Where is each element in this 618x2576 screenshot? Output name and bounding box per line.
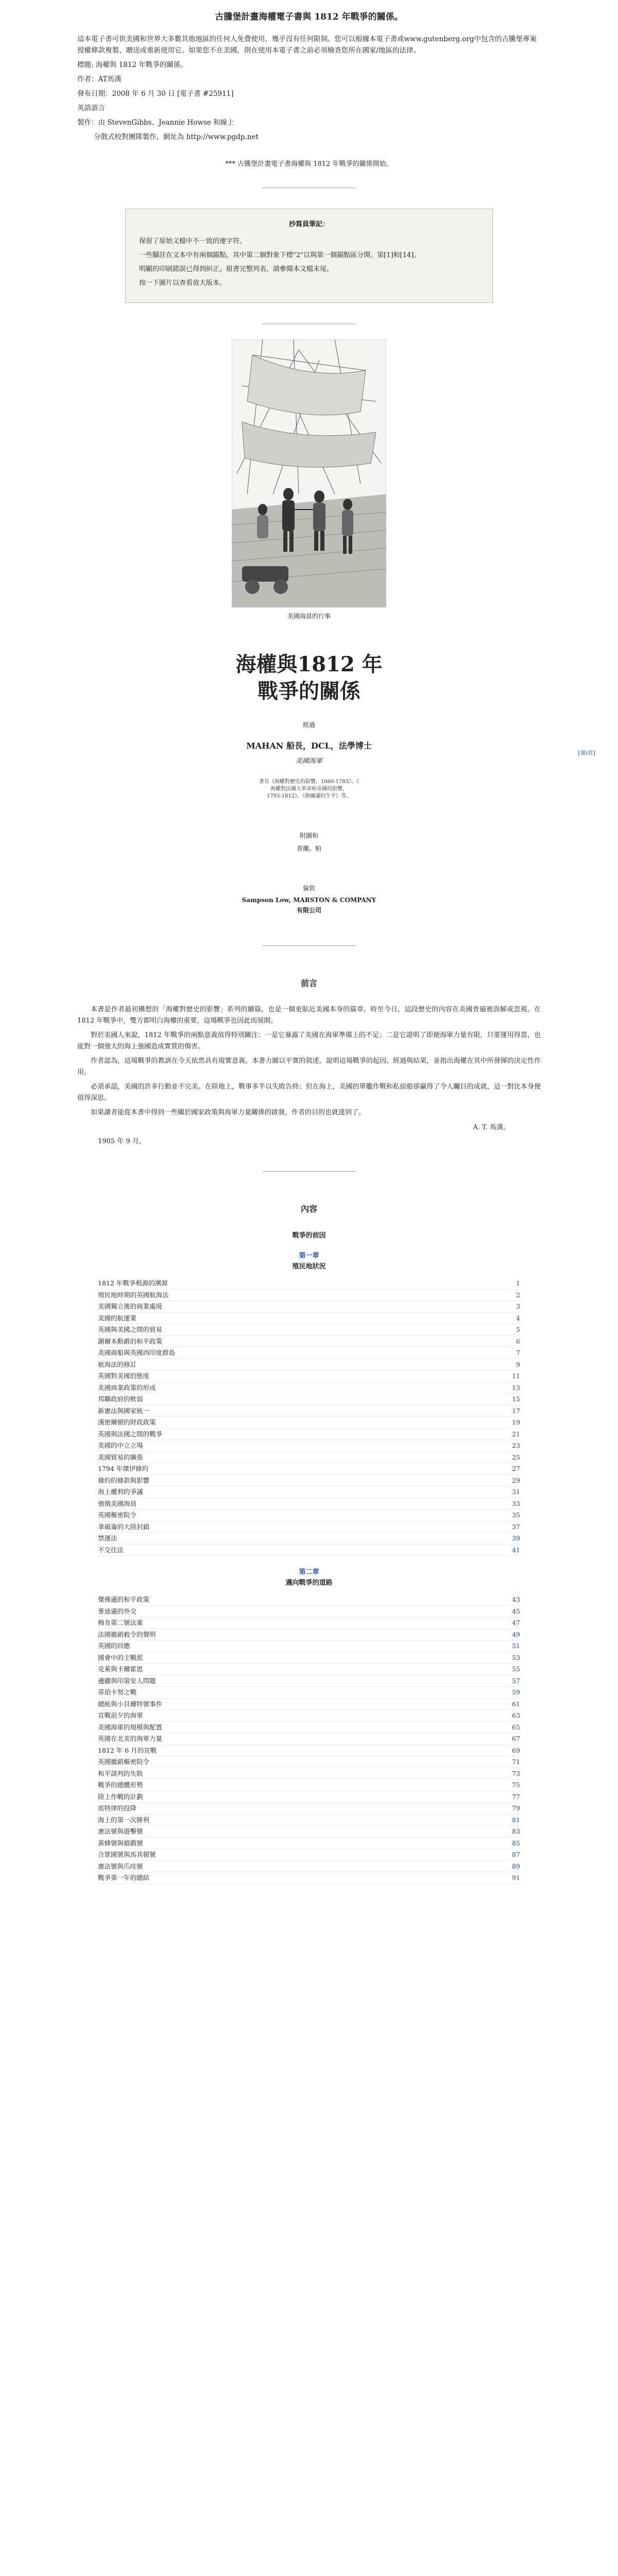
toc-entry[interactable]: [98, 1336, 520, 1348]
toc-entry[interactable]: [98, 1652, 520, 1664]
toc-entry[interactable]: [98, 1733, 520, 1745]
toc-entry[interactable]: [98, 1803, 520, 1815]
toc-entry-page-link[interactable]: 67: [512, 1735, 520, 1742]
toc-entry-title: 謝爾本勳爵的和平政策: [98, 1337, 163, 1345]
preface-paragraph: 如果讀者能從本書中得到一些關於國家政策與海軍力量關係的啟發，作者的目的也就達到了。: [91, 1109, 366, 1116]
toc-entry[interactable]: [98, 1826, 520, 1838]
toc-entry-page-link[interactable]: 53: [512, 1653, 520, 1662]
toc-entry[interactable]: [98, 1629, 520, 1641]
toc-entry[interactable]: [98, 1278, 520, 1290]
toc-entry-title: 1812 年 6 月的宣戰: [98, 1746, 157, 1754]
toc-entry[interactable]: [98, 1664, 520, 1675]
toc-entry-page-link[interactable]: 1: [516, 1279, 520, 1287]
toc-entry-title: 美國獨立後的商業處境: [98, 1302, 163, 1310]
toc-entry-title: 蒂珀卡努之戰: [98, 1688, 137, 1696]
toc-entry-page-link[interactable]: 5: [516, 1326, 520, 1333]
toc-entry-page-link[interactable]: 6: [516, 1337, 520, 1345]
toc-entry-title: 英國在北美的海軍力量: [98, 1735, 163, 1742]
toc-entry[interactable]: [98, 1838, 520, 1850]
toc-entry[interactable]: [98, 1382, 520, 1394]
toc-entry-title: 航海法的修訂: [98, 1360, 137, 1368]
toc-entry-title: 美國貿易的擴張: [98, 1453, 143, 1461]
toc-entry-page-link[interactable]: 29: [512, 1476, 520, 1484]
toc-entry-title: 國會中的主戰派: [98, 1653, 143, 1662]
divider: [263, 945, 355, 946]
credits-line-2: 分散式校對團隊製作，網址為 http://www.pgdp.net: [94, 133, 259, 141]
book-title-line-2: 戰爭的關係: [258, 679, 360, 703]
toc-entry-title: 宣戰前夕的海軍: [98, 1711, 143, 1719]
page-number-marker[interactable]: [第i頁]: [578, 750, 595, 756]
toc-entry-page-link[interactable]: 19: [512, 1418, 520, 1426]
toc-entry[interactable]: [98, 1347, 520, 1359]
preface-paragraph: 必須承認，美國的許多行動並不完美。在陸地上，戰事多半以失敗告終；但在海上，美國的單艦作戰和私掠船卻贏得了令人矚目的成就，這一對比本身便值得深思。: [77, 1083, 541, 1102]
toc-part-1-title: 殖民地狀況: [292, 1263, 326, 1270]
toc-entry[interactable]: [98, 1640, 520, 1652]
toc-entry-page-link[interactable]: 65: [512, 1723, 520, 1731]
toc-entry-page-link[interactable]: 33: [512, 1499, 520, 1507]
title-line: 標題: 海權與 1812 年戰爭的關係。: [77, 61, 187, 69]
other-works-2: 海權對法國大革命和帝國的影響，: [270, 786, 348, 792]
toc-entry-page-link[interactable]: 41: [512, 1546, 520, 1554]
toc-entry-page-link[interactable]: 55: [512, 1665, 520, 1673]
toc-entry[interactable]: [98, 1545, 520, 1556]
divider: [263, 1171, 355, 1172]
toc-entry[interactable]: [98, 1768, 520, 1780]
toc-entry-page-link[interactable]: 87: [512, 1851, 520, 1858]
toc-entry-page-link[interactable]: 23: [512, 1442, 520, 1449]
toc-entry-page-link[interactable]: 83: [512, 1827, 520, 1835]
toc-entry-page-link[interactable]: 3: [516, 1302, 520, 1310]
toc-entry[interactable]: [98, 1301, 520, 1313]
toc-entry-page-link[interactable]: 9: [516, 1360, 520, 1368]
toc-list-part-1: [98, 1278, 520, 1556]
toc-entry-title: 殖民地時期的英國航海法: [98, 1291, 169, 1299]
toc-entry-title: 梅肯第二號法案: [98, 1619, 143, 1626]
toc-entry-page-link[interactable]: 39: [512, 1534, 520, 1542]
author-line: 作者：AT馬漢: [77, 75, 122, 83]
toc-part-2-label[interactable]: 第二章: [299, 1568, 319, 1576]
toc-entry-title: 法國撤銷敕令的聲明: [98, 1630, 156, 1638]
toc-entry-page-link[interactable]: 69: [512, 1746, 520, 1754]
page-title: 古騰堡計畫海權電子書與 1812 年戰爭的關係。: [215, 12, 403, 22]
toc-entry-title: 和平談判的失敗: [98, 1769, 143, 1777]
toc-entry[interactable]: [98, 1370, 520, 1382]
preface-heading: 前言: [300, 978, 317, 988]
toc-entry-title: 傑佛遜的和平政策: [98, 1596, 150, 1603]
author-name: MAHAN 船長，DCL，法學博士: [246, 741, 372, 751]
toc-entry[interactable]: [98, 1617, 520, 1629]
note-title: 抄寫員筆記：: [288, 221, 329, 228]
toc-entry-title: 美國商業政策的形成: [98, 1383, 156, 1392]
language-line: 英語語言: [77, 104, 105, 112]
frontispiece-caption: 美國海員的行事: [287, 613, 331, 620]
toc-entry-page-link[interactable]: 17: [512, 1406, 520, 1415]
toc-entry[interactable]: [98, 1521, 520, 1533]
note-p3: 明顯的印刷錯誤已得到糾正。組書完整列表，請參閱本文檔末尾。: [139, 265, 334, 273]
toc-entry-title: 漢密爾頓的財政政策: [98, 1418, 156, 1426]
toc-entry[interactable]: [98, 1463, 520, 1475]
book-title-line-1: 海權與1812 年: [235, 652, 383, 676]
toc-entry-page-link[interactable]: 37: [512, 1522, 520, 1531]
toc-entry-page-link[interactable]: 4: [516, 1314, 520, 1322]
toc-entry-title: 美國海軍的規模與配置: [98, 1723, 163, 1731]
toc-entry-page-link[interactable]: 59: [512, 1688, 520, 1696]
note-p4: 按一下圖片以查看放大版本。: [139, 279, 227, 287]
toc-list-part-2: [98, 1594, 520, 1884]
toc-entry-page-link[interactable]: 61: [512, 1700, 520, 1708]
note-p2: 一些腳註在文本中有兩個錨點。其中第二個對象下標"2"以與第一個錨點區分開。第[1]和[14]。: [139, 251, 421, 259]
toc-entry[interactable]: [98, 1687, 520, 1699]
toc-entry-title: 戰爭第一年的總結: [98, 1874, 150, 1882]
toc-entry-title: 1794 年傑伊條約: [98, 1465, 149, 1472]
toc-entry-page-link[interactable]: 47: [512, 1619, 520, 1626]
toc-entry-page-link[interactable]: 73: [512, 1769, 520, 1777]
frontispiece-image[interactable]: [232, 340, 386, 607]
toc-entry-page-link[interactable]: 11: [512, 1372, 520, 1380]
toc-entry-page-link[interactable]: 75: [512, 1781, 520, 1789]
toc-entry-title: 不交往法: [98, 1546, 124, 1554]
ship-deck-illustration: [232, 340, 386, 607]
toc-entry[interactable]: [98, 1324, 520, 1336]
publisher-name-2: 有限公司: [296, 907, 321, 914]
toc-entry[interactable]: [98, 1849, 520, 1861]
toc-entry[interactable]: [98, 1405, 520, 1417]
toc-entry-page-link[interactable]: 63: [512, 1711, 520, 1719]
toc-entry-page-link[interactable]: 79: [512, 1804, 520, 1812]
preface-body: [77, 1004, 541, 1118]
intro-block: [77, 33, 541, 143]
toc-entry[interactable]: [98, 1699, 520, 1710]
toc-entry-page-link[interactable]: 21: [512, 1430, 520, 1438]
license-text: 這本電子書可供美國和世界大多數其他地區的任何人免費使用，幾乎沒有任何限制。您可以根據本電子書或www.gutenberg.org中包含的古騰堡專案授權條款複製、贈送或重新使用它。如果您不在美國，則在使用本電子書之前必須檢查您所在國家/地區的法律。: [77, 35, 537, 55]
toc-entry-title: 美國的中立立場: [98, 1442, 143, 1449]
toc-entry[interactable]: [98, 1359, 520, 1371]
illustrations-label: 附圖和: [299, 832, 318, 839]
toc-entry-title: 英國對美國的態度: [98, 1372, 150, 1380]
toc-entry-page-link[interactable]: 2: [516, 1291, 520, 1299]
toc-entry-title: 新憲法與國家統一: [98, 1406, 150, 1415]
toc-entry[interactable]: [98, 1510, 520, 1521]
toc-entry[interactable]: [98, 1756, 520, 1768]
publisher-name: Sampson Low, MARSTON & COMPANY: [242, 896, 376, 904]
toc-entry-page-link[interactable]: 45: [512, 1607, 520, 1615]
toc-entry[interactable]: [98, 1417, 520, 1429]
toc-entry-title: 禁運法: [98, 1534, 117, 1542]
toc-entry-title: 英國與美國之間的貿易: [98, 1326, 163, 1333]
preface-paragraph: 對於美國人來說，1812 年戰爭的兩點意義值得特別關注：一是它暴露了美國在海軍準備上的不足；二是它證明了即便海軍力量有限，只要運用得當，也能對一個強大的海上強國造成實質的傷害。: [77, 1031, 541, 1050]
other-works-1: 著有《海權對歷史的影響，1660-1783》、《: [259, 779, 359, 785]
toc-entry[interactable]: [98, 1394, 520, 1405]
toc-entry[interactable]: [98, 1791, 520, 1803]
preface-paragraph: 本書是作者最初構想的「海權對歷史的影響」系列的續篇，也是一個更貼近美國本身的篇章。時至今日，這段歷史的內容在美國普遍被誤解或忽視。在 1812 年戰爭中，雙方都明白海權的重要，這場戰爭也因此而展開。: [77, 1006, 541, 1025]
toc-entry[interactable]: [98, 1861, 520, 1873]
toc-entry[interactable]: [98, 1872, 520, 1884]
preface-date: 1905 年 9 月。: [98, 1138, 146, 1145]
toc-entry-title: 底特律的投降: [98, 1804, 137, 1812]
toc-entry-title: 1812 年戰爭根源的溯源: [98, 1279, 168, 1287]
toc-entry-page-link[interactable]: 15: [512, 1395, 520, 1403]
toc-entry[interactable]: [98, 1290, 520, 1301]
toc-entry-page-link[interactable]: 31: [512, 1488, 520, 1496]
toc-entry-page-link[interactable]: 57: [512, 1676, 520, 1685]
preface-signature: A. T. 馬漢。: [473, 1124, 510, 1131]
toc-entry-title: 陸上作戰的計劃: [98, 1792, 143, 1801]
author-rank: 美國海軍: [295, 757, 322, 765]
toc-entry-page-link[interactable]: 49: [512, 1630, 520, 1638]
toc-entry-page-link[interactable]: 89: [512, 1862, 520, 1870]
book-title: [77, 651, 541, 705]
toc-entry[interactable]: [98, 1475, 520, 1487]
toc-entry[interactable]: [98, 1498, 520, 1510]
toc-entry-title: 邦聯政府的軟弱: [98, 1395, 143, 1403]
toc-entry-title: 美國的航運業: [98, 1314, 137, 1322]
toc-part-1-label[interactable]: 第一章: [299, 1252, 319, 1260]
toc-entry-title: 合眾國號與馬其頓號: [98, 1851, 156, 1858]
toc-heading: 內容: [300, 1204, 317, 1214]
toc-entry-title: 英國樞密院令: [98, 1511, 137, 1519]
toc-entry[interactable]: [98, 1745, 520, 1757]
toc-entry-page-link[interactable]: 81: [512, 1816, 520, 1824]
toc-entry-page-link[interactable]: 35: [512, 1511, 520, 1519]
toc-entry-page-link[interactable]: 7: [516, 1349, 520, 1357]
toc-entry-title: 英國撤銷樞密院令: [98, 1758, 150, 1766]
transcriber-note: [125, 209, 493, 303]
toc-entry-title: 海上的第一次勝利: [98, 1816, 150, 1824]
toc-entry[interactable]: [98, 1440, 520, 1452]
toc-entry-title: 憲法號與遊擊號: [98, 1827, 143, 1835]
toc-entry[interactable]: [98, 1780, 520, 1791]
publisher-city: 倫敦: [302, 885, 315, 892]
toc-entry[interactable]: [98, 1429, 520, 1440]
toc-entry[interactable]: [98, 1815, 520, 1826]
by-label: 經過: [302, 721, 315, 728]
toc-entry-page-link[interactable]: 91: [512, 1874, 520, 1882]
toc-entry-title: 戰爭的總體形勢: [98, 1781, 143, 1789]
release-line: 發布日期：2008 年 6 月 30 日 [電子書 #25911]: [77, 90, 234, 98]
toc-entry-page-link[interactable]: 71: [512, 1758, 520, 1766]
toc-entry-title: 強徵美國海員: [98, 1499, 137, 1507]
toc-entry-title: 憲法號與爪哇號: [98, 1862, 143, 1870]
start-marker: *** 古騰堡計畫電子書海權與 1812 年戰爭的關係開始。: [225, 160, 393, 168]
page: [77, 9, 541, 1884]
toc-entry-title: 美國商船與英國西印度群島: [98, 1349, 176, 1357]
credits-line-1: 製作：由 StevenGibbs、Jeannie Howse 和線上: [77, 118, 234, 127]
toc-entry[interactable]: [98, 1722, 520, 1734]
toc-entry[interactable]: [98, 1452, 520, 1464]
toc-entry-page-link[interactable]: 27: [512, 1465, 520, 1472]
toc-part-2-title: 邁向戰爭的道路: [285, 1579, 333, 1587]
table-of-contents: [98, 1230, 520, 1884]
toc-entry-page-link[interactable]: 77: [512, 1792, 520, 1801]
toc-entry[interactable]: [98, 1594, 520, 1606]
toc-entry-title: 拿破崙的大陸封鎖: [98, 1522, 150, 1531]
toc-entry-title: 麥迪遜的外交: [98, 1607, 137, 1615]
toc-entry-page-link[interactable]: 25: [512, 1453, 520, 1461]
toc-entry-title: 英國的回應: [98, 1642, 130, 1650]
toc-entry[interactable]: [98, 1710, 520, 1722]
toc-subheading: 戰爭的前因: [292, 1232, 326, 1240]
toc-entry-page-link[interactable]: 51: [512, 1642, 520, 1650]
other-works-3: 1793-1812》、《納爾遜的生平》等。: [266, 793, 352, 799]
toc-entry[interactable]: [98, 1313, 520, 1325]
toc-entry-title: 海上權利的爭議: [98, 1488, 143, 1496]
toc-entry[interactable]: [98, 1486, 520, 1498]
toc-entry[interactable]: [98, 1533, 520, 1545]
plans-label: 普蘭。帕: [296, 845, 321, 852]
toc-entry-title: 條約的條款與影響: [98, 1476, 150, 1484]
toc-entry-page-link[interactable]: 85: [512, 1839, 520, 1847]
toc-entry[interactable]: [98, 1675, 520, 1687]
toc-entry-page-link[interactable]: 43: [512, 1596, 520, 1603]
toc-entry[interactable]: [98, 1606, 520, 1618]
toc-entry-title: 總統與小貝爾特號事件: [98, 1700, 163, 1708]
toc-entry-page-link[interactable]: 13: [512, 1383, 520, 1392]
toc-entry-title: 克萊與卡爾霍恩: [98, 1665, 143, 1673]
toc-entry-title: 邊疆與印第安人問題: [98, 1676, 156, 1685]
preface-paragraph: 作者認為，這場戰爭的教訓在今天依然具有現實意義。本書力圖以平實的敘述，說明這場戰爭的起因、經過與結果，並指出海權在其中所發揮的決定性作用。: [77, 1057, 541, 1076]
note-p1: 保留了原始文檔中不一致的連字符。: [139, 238, 247, 245]
toc-entry-title: 黃蜂號與嬉戲號: [98, 1839, 143, 1847]
toc-entry-title: 英國與法國之間的戰爭: [98, 1430, 163, 1438]
